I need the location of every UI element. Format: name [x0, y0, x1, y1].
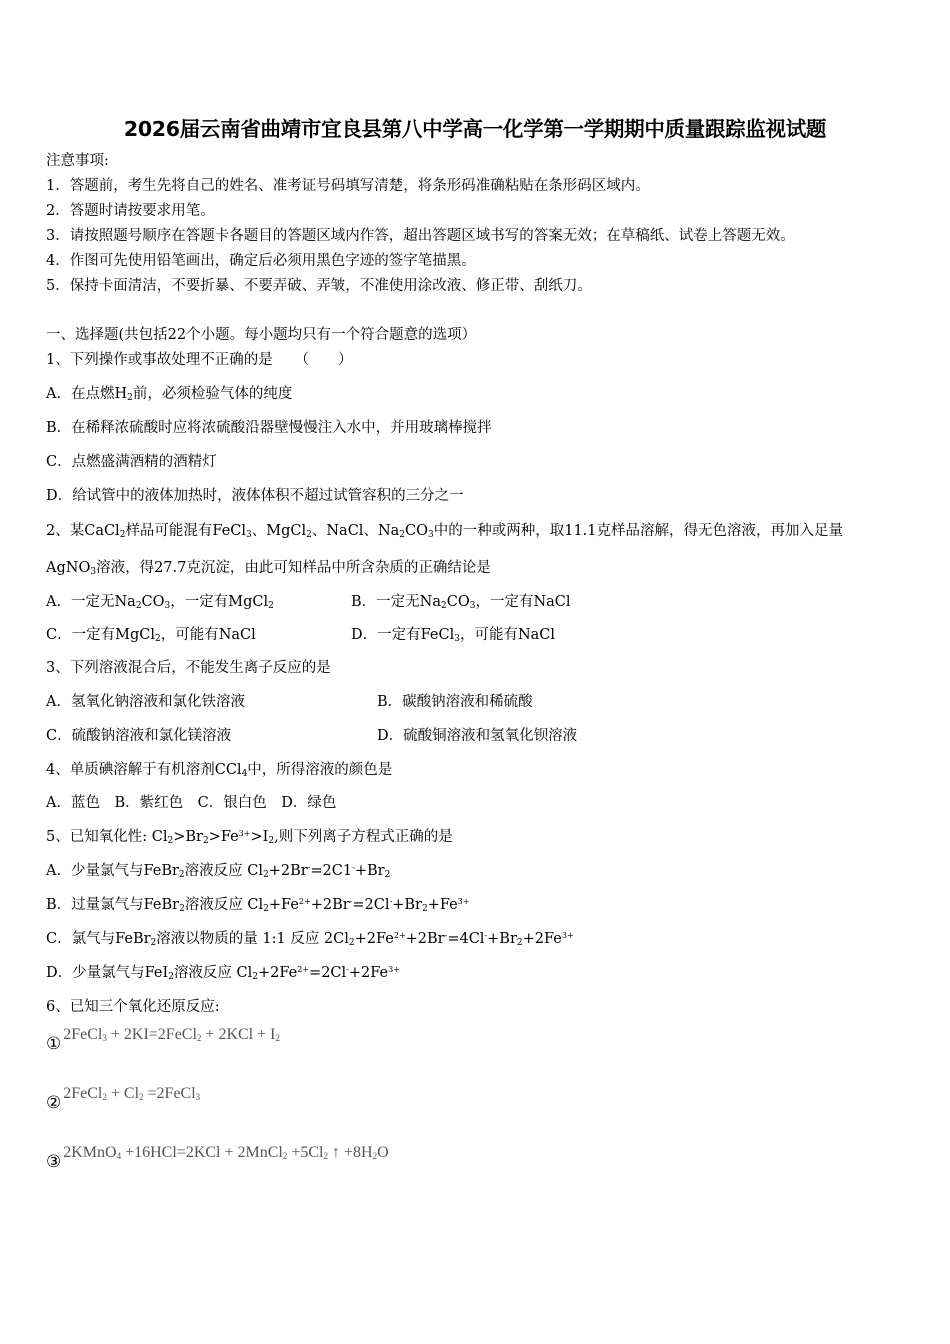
reaction-3-equation: 2KMnO$_4$ +16HCl=2KCl + 2MnCl$_2$ $+5Cl_2$ ↑ $+8H_2O$ [63, 1144, 389, 1161]
reaction-3-marker: ③ [46, 1152, 62, 1172]
question-1-option-d: D．给试管中的液体加热时，液体体积不超过试管容积的三分之一 [46, 488, 464, 504]
question-2-option-c: C．一定有MgCl$_2$，可能有NaCl [46, 627, 256, 644]
question-2-option-a: A．一定无$Na_2CO_3$，一定有MgCl$_2$ [46, 594, 274, 611]
reaction-1-equation: 2FeCl$_3$ + 2KI=2FeCl$_2$ + $2KCl + I_2$ [63, 1026, 280, 1043]
question-3-option-c: C．硫酸钠溶液和氯化镁溶液 [46, 728, 232, 744]
question-3-option-b: B．碳酸钠溶液和稀硫酸 [377, 694, 533, 710]
question-2-stem-line2: AgNO$_3$溶液，得27.7克沉淀，由此可知样品中所含杂质的正确结论是 [46, 560, 491, 577]
section-heading: 一、选择题(共包括22个小题。每小题均只有一个符合题意的选项） [46, 327, 477, 343]
question-5-option-b: B．过量氯气与FeBr$_2$溶液反应 $Cl_2+Fe^{2+}+2Br^-=2Cl^-+Br_2+Fe^{3+}$ [46, 897, 470, 914]
notice-item: 3．请按照题号顺序在答题卡各题目的答题区域内作答，超出答题区域书写的答案无效；在草稿纸、试卷上答题无效。 [46, 228, 795, 244]
page-title: 2026届云南省曲靖市宜良县第八中学高一化学第一学期期中质量跟踪监视试题 [123, 117, 827, 141]
reaction-2-equation: 2FeCl$_2$ + $Cl_2$ =2FeCl$_3$ [63, 1085, 201, 1102]
notice-item: 4．作图可先使用铅笔画出，确定后必须用黑色字迹的签字笔描黑。 [46, 253, 476, 269]
reaction-1-marker: ① [46, 1034, 62, 1054]
question-1-stem: 1、下列操作或事故处理不正确的是 （ ） [46, 352, 353, 368]
notice-item: 2．答题时请按要求用笔。 [46, 203, 215, 219]
question-5-stem: 5、已知氧化性: $Cl_2>Br_2>Fe^{3+}>I_2$,则下列离子方程式正确的是 [46, 829, 453, 846]
reaction-2 [46, 1085, 201, 1113]
question-2-stem-line1: 2、某CaCl$_2$样品可能混有FeCl$_3$、MgCl$_2$、NaCl、$Na_2CO_3$中的一种或两种，取11.1克样品溶解，得无色溶液，再加入足量 [46, 523, 844, 540]
question-5-option-a: A．少量氯气与FeBr$_2$溶液反应 $Cl_2+2Br^-=2C1^-+Br_2$ [46, 863, 391, 880]
question-2-option-d: D．一定有FeCl$_3$，可能有NaCl [351, 627, 556, 644]
question-3-option-a: A．氢氧化钠溶液和氯化铁溶液 [46, 694, 245, 710]
notice-item: 1．答题前，考生先将自己的姓名、准考证号码填写清楚，将条形码准确粘贴在条形码区域内。 [46, 178, 650, 194]
notice-heading: 注意事项: [46, 153, 109, 169]
question-4-stem: 4、单质碘溶解于有机溶剂CCl$_4$中，所得溶液的颜色是 [46, 762, 393, 779]
question-1-option-a: A．在点燃$H_2$前，必须检验气体的纯度 [46, 386, 293, 403]
question-3-stem: 3、下列溶液混合后，不能发生离子反应的是 [46, 660, 331, 676]
reaction-2-marker: ② [46, 1093, 62, 1113]
question-6-stem: 6、已知三个氧化还原反应: [46, 999, 220, 1015]
question-3-option-d: D．硫酸铜溶液和氢氧化钡溶液 [377, 728, 578, 744]
question-5-option-d: D．少量氯气与FeI$_2$溶液反应 $Cl_2+2Fe^{2+}=2Cl^-+2Fe^{3+}$ [46, 965, 400, 982]
question-1-option-b: B．在稀释浓硫酸时应将浓硫酸沿器壁慢慢注入水中，并用玻璃棒搅拌 [46, 420, 492, 436]
notice-item: 5．保持卡面清洁，不要折暴、不要弄破、弄皱，不准使用涂改液、修正带、刮纸刀。 [46, 278, 592, 294]
question-1-option-c: C．点燃盛满酒精的酒精灯 [46, 454, 217, 470]
question-4-options: A．蓝色 B．紫红色 C．银白色 D．绿色 [46, 795, 337, 811]
question-5-option-c: C．氯气与FeBr$_2$溶液以物质的量 1:1 反应 $2Cl_2+2Fe^{2+}+2Br^-=4Cl^-+Br_2+2Fe^{3+}$ [46, 931, 574, 948]
reaction-3 [46, 1144, 389, 1172]
reaction-1 [46, 1026, 280, 1054]
question-2-option-b: B．一定无$Na_2CO_3$，一定有NaCl [351, 594, 571, 611]
